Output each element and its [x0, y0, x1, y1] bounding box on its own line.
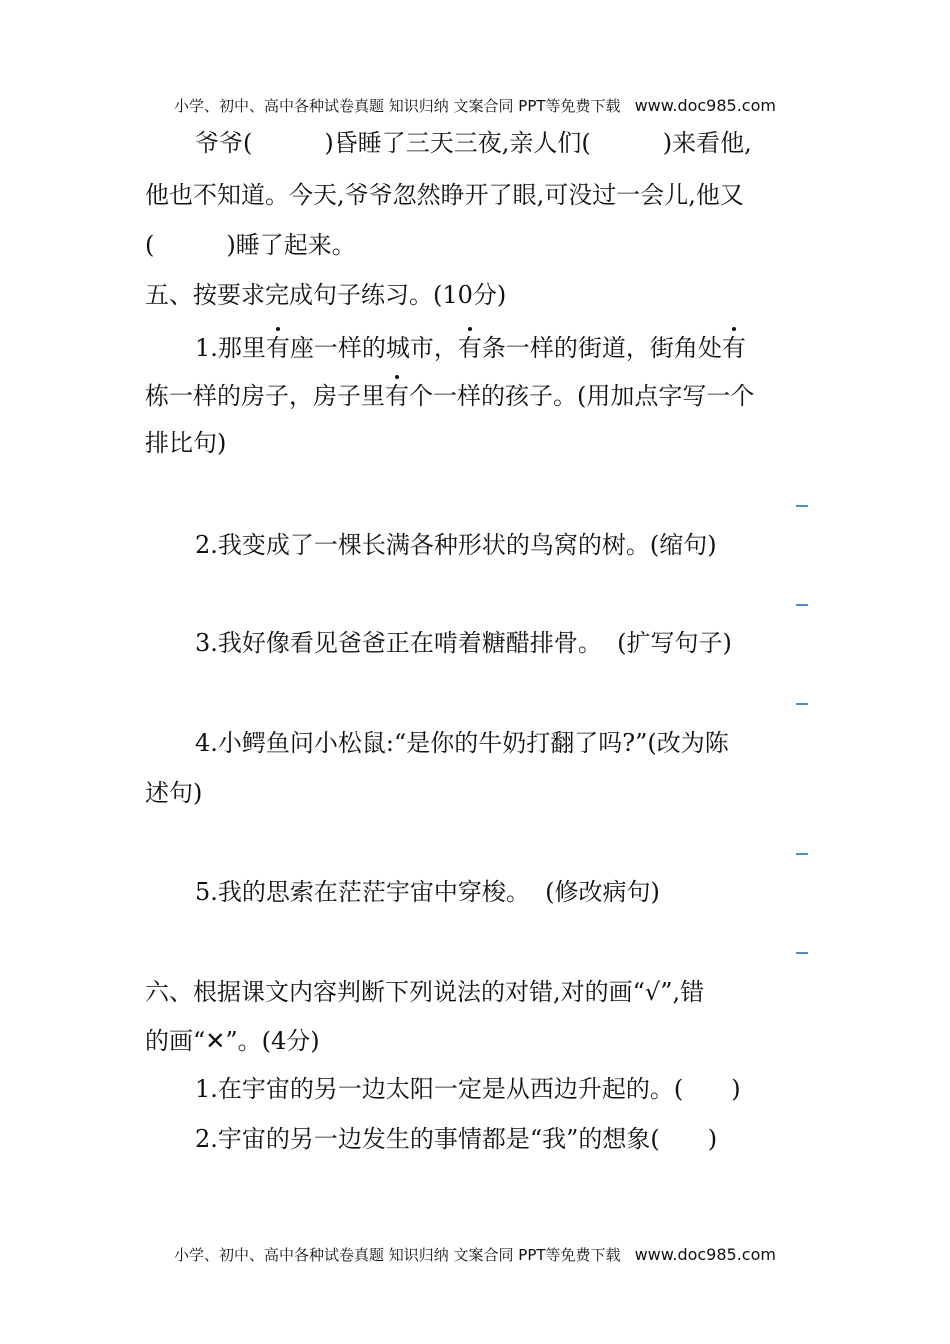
question-5-4-line-2: 述句) — [145, 779, 203, 807]
question-5-2: 2.我变成了一棵长满各种形状的鸟窝的树。(缩句) — [195, 531, 717, 559]
passage-line-2: 他也不知道。今天,爷爷忽然睁开了眼,可没过一会儿,他又 — [145, 181, 744, 209]
section-6-heading-line-2: 的画“✕”。(4分) — [145, 1027, 320, 1055]
dotted-char: 有 — [385, 382, 409, 410]
dotted-char: 有 — [265, 334, 290, 362]
question-5-1-line-3: 排比句) — [145, 429, 227, 457]
dotted-char: 有 — [457, 334, 482, 362]
footer-banner — [0, 1244, 950, 1265]
dotted-char: 有 — [721, 334, 746, 362]
banner-url[interactable]: www.doc985.com — [634, 1245, 776, 1264]
banner-text: 小学、初中、高中各种试卷真题 知识归纳 文案合同 PPT等免费下载 — [174, 97, 621, 115]
question-5-5: 5.我的思索在茫茫宇宙中穿梭。 (修改病句) — [195, 878, 660, 906]
banner-text: 小学、初中、高中各种试卷真题 知识归纳 文案合同 PPT等免费下载 — [174, 1246, 621, 1264]
passage-line-1: 爷爷( )昏睡了三天三夜,亲人们( )来看他, — [195, 129, 752, 157]
section-6-heading-line-1: 六、根据课文内容判断下列说法的对错,对的画“√”,错 — [145, 978, 705, 1006]
answer-line-3[interactable] — [796, 703, 808, 705]
header-banner — [0, 95, 950, 116]
question-5-1-line-1: 1.那里有座一样的城市，有条一样的街道，街角处有 — [195, 334, 746, 362]
answer-line-2[interactable] — [796, 604, 808, 606]
question-5-3: 3.我好像看见爸爸正在啃着糖醋排骨。 (扩写句子) — [195, 629, 732, 657]
passage-line-3: ( )睡了起来。 — [145, 231, 356, 259]
answer-line-5[interactable] — [796, 952, 808, 954]
question-6-1: 1.在宇宙的另一边太阳一定是从西边升起的。( ) — [195, 1075, 741, 1103]
answer-line-1[interactable] — [796, 505, 808, 507]
banner-url[interactable]: www.doc985.com — [634, 96, 776, 115]
question-5-4-line-1: 4.小鳄鱼问小松鼠:“是你的牛奶打翻了吗?”(改为陈 — [195, 729, 729, 757]
question-6-2: 2.宇宙的另一边发生的事情都是“我”的想象( ) — [195, 1125, 718, 1153]
question-5-1-line-2: 栋一样的房子，房子里有个一样的孩子。(用加点字写一个 — [145, 382, 755, 410]
section-5-heading: 五、按要求完成句子练习。(10分) — [145, 281, 507, 309]
answer-line-4[interactable] — [796, 853, 808, 855]
